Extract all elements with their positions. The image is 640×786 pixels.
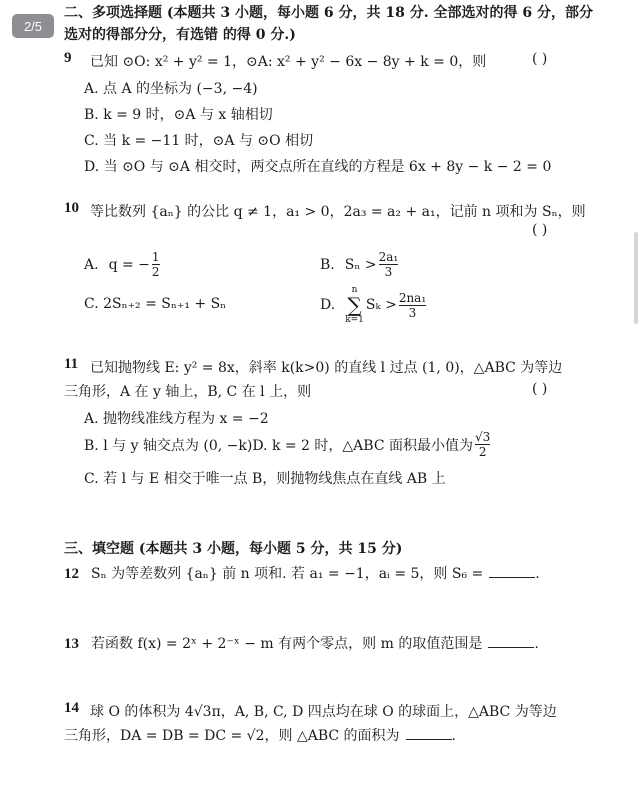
question-number: 10 bbox=[64, 200, 79, 216]
question-stem: 等比数列 {aₙ} 的公比 q ≠ 1，a₁ > 0，2a₃ = a₂ + a₁，记前 n 项和为 Sₙ，则 bbox=[90, 204, 586, 220]
question-number: 9 bbox=[64, 50, 72, 66]
answer-paren: ( ) bbox=[532, 381, 548, 397]
question-text: Sₙ 为等差数列 {aₙ} 前 n 项和. 若 a₁ = −1，aᵢ = 5，则 S₆ = bbox=[91, 566, 484, 582]
fraction-denominator: 3 bbox=[384, 265, 393, 279]
option-c: C. 当 k = −11 时，⊙A 与 ⊙O 相切 bbox=[84, 133, 314, 149]
option-text: B. l 与 y 轴交点为 (0, −k)D. k = 2 时，△ABC 面积最小值为 bbox=[84, 437, 474, 454]
answer-blank[interactable] bbox=[406, 739, 452, 740]
question-number: 14 bbox=[64, 700, 79, 716]
answer-paren: ( ) bbox=[532, 51, 548, 67]
question-text-line1: 球 O 的体积为 4√3π，A, B, C, D 四点均在球 O 的球面上，△ABC 为等边 bbox=[90, 704, 557, 720]
sigma-glyph: ∑ bbox=[347, 293, 362, 317]
option-d: D. 当 ⊙O 与 ⊙A 相交时，两交点所在直线的方程是 6x + 8y − k − 2 = 0 bbox=[84, 159, 552, 175]
summation-symbol bbox=[345, 285, 364, 325]
fraction-numerator: 1 bbox=[151, 250, 160, 264]
option-expression: Sₖ > bbox=[365, 297, 397, 313]
question-number: 11 bbox=[64, 356, 79, 372]
fraction-denominator: 3 bbox=[408, 305, 417, 320]
option-expression: Sₙ > bbox=[344, 256, 377, 273]
page-indicator-badge: 2/5 bbox=[12, 14, 54, 38]
question-text: 若函数 f(x) = 2ˣ + 2⁻ˣ − m 有两个零点，则 m 的取值范围是 bbox=[91, 636, 483, 652]
question-number: 12 bbox=[64, 566, 79, 582]
option-expression: q = − bbox=[108, 256, 150, 273]
question-stem-line2: 三角形，A 在 y 轴上，B, C 在 l 上，则 bbox=[64, 384, 312, 400]
fraction-numerator: √3 bbox=[475, 430, 491, 444]
answer-blank[interactable] bbox=[488, 647, 534, 648]
fraction-denominator: 2 bbox=[478, 445, 487, 459]
option-label: B. bbox=[320, 256, 335, 273]
fraction bbox=[379, 250, 399, 279]
fraction bbox=[399, 291, 426, 320]
fraction-numerator: 2a₁ bbox=[378, 250, 399, 264]
answer-blank[interactable] bbox=[489, 577, 535, 578]
option-c: C. 2Sₙ₊₂ = Sₙ₊₁ + Sₙ bbox=[84, 296, 227, 312]
sum-upper-limit: n bbox=[351, 285, 358, 295]
sum-lower-limit: k=1 bbox=[345, 315, 364, 325]
answer-paren: ( ) bbox=[532, 222, 548, 238]
option-a: A. 抛物线准线方程为 x = −2 bbox=[84, 411, 269, 427]
question-end: . bbox=[534, 636, 539, 652]
fraction-denominator: 2 bbox=[151, 265, 160, 279]
question-text-line2: 三角形，DA = DB = DC = √2，则 △ABC 的面积为 bbox=[64, 728, 400, 744]
fraction bbox=[152, 250, 160, 279]
question-text-line2-row bbox=[64, 725, 456, 745]
question-stem: 已知 ⊙O: x² + y² = 1，⊙A: x² + y² − 6x − 8y + k = 0，则 bbox=[90, 54, 487, 70]
option-b bbox=[84, 430, 492, 459]
option-a: A. 点 A 的坐标为 (−3, −4) bbox=[84, 81, 258, 97]
question-13 bbox=[64, 633, 539, 653]
question-end: . bbox=[451, 728, 456, 744]
fraction-numerator: 2na₁ bbox=[398, 290, 427, 305]
option-label: D. bbox=[320, 297, 336, 313]
question-stem-line1: 已知抛物线 E: y² = 8x，斜率 k(k>0) 的直线 l 过点 (1, 0)，△ABC 为等边 bbox=[90, 360, 563, 376]
option-b bbox=[320, 250, 400, 279]
option-a bbox=[84, 250, 162, 279]
option-label: A. bbox=[84, 256, 99, 273]
section3-heading: 三、填空题 (本题共 3 小题，每小题 5 分，共 15 分) bbox=[64, 541, 403, 557]
scrollbar[interactable] bbox=[634, 232, 638, 324]
section2-heading-line2: 选对的得部分分，有选错 的得 0 分.) bbox=[64, 27, 296, 43]
fraction bbox=[475, 430, 490, 459]
question-end: . bbox=[535, 566, 540, 582]
question-12 bbox=[64, 563, 540, 583]
question-number: 13 bbox=[64, 636, 79, 652]
section2-heading-line1: 二、多项选择题 (本题共 3 小题，每小题 6 分，共 18 分. 全部选对的得 6 分，部分 bbox=[64, 5, 593, 21]
option-d bbox=[320, 285, 428, 325]
option-c: C. 若 l 与 E 相交于唯一点 B，则抛物线焦点在直线 AB 上 bbox=[84, 471, 446, 487]
option-b: B. k = 9 时，⊙A 与 x 轴相切 bbox=[84, 107, 273, 123]
